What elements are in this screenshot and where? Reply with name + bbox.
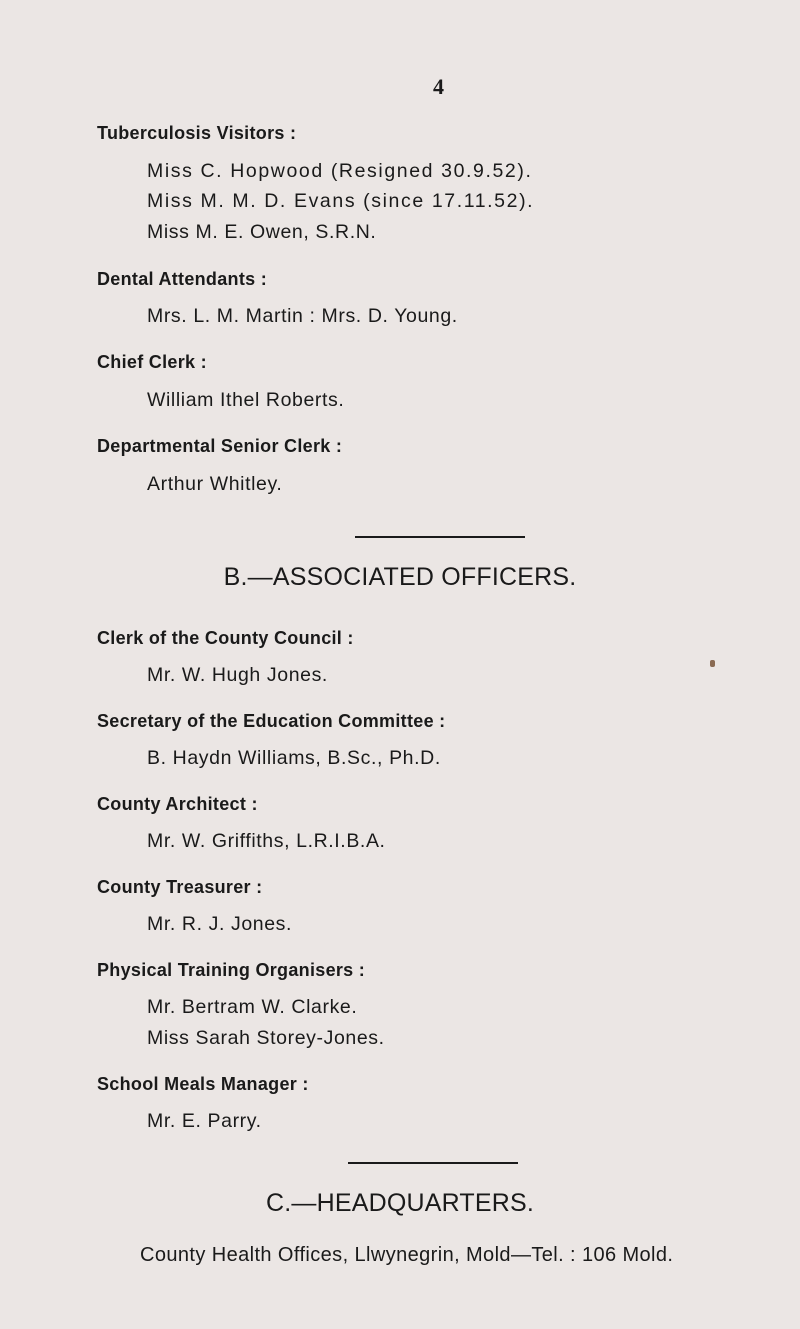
- headquarters-title: C.—HEADQUARTERS.: [265, 1189, 535, 1217]
- dental-attendant-entry: Mrs. L. M. Martin : Mrs. D. Young.: [147, 305, 458, 327]
- education-secretary-heading: Secretary of the Education Committee :: [97, 711, 446, 731]
- county-clerk-heading: Clerk of the County Council :: [97, 628, 354, 648]
- meals-manager-entry: Mr. E. Parry.: [147, 1110, 262, 1132]
- section-divider: [355, 536, 525, 538]
- ink-speck: [710, 660, 715, 667]
- headquarters-address: County Health Offices, Llwynegrin, Mold—Tel. : 106 Mold.: [140, 1244, 674, 1266]
- dental-attendants-heading: Dental Attendants :: [97, 269, 268, 289]
- tb-visitors-heading: Tuberculosis Visitors :: [97, 123, 297, 143]
- tb-visitor-entry: Miss M. E. Owen, S.R.N.: [147, 221, 377, 243]
- dept-senior-clerk-entry: Arthur Whitley.: [147, 473, 283, 495]
- pt-organiser-entry: Miss Sarah Storey-Jones.: [147, 1027, 385, 1049]
- county-treasurer-entry: Mr. R. J. Jones.: [147, 913, 293, 935]
- county-clerk-entry: Mr. W. Hugh Jones.: [147, 664, 328, 686]
- county-architect-entry: Mr. W. Griffiths, L.R.I.B.A.: [147, 830, 386, 852]
- dept-senior-clerk-heading: Departmental Senior Clerk :: [97, 436, 343, 456]
- chief-clerk-entry: William Ithel Roberts.: [147, 389, 345, 411]
- associated-officers-title: B.—ASSOCIATED OFFICERS.: [223, 563, 577, 591]
- chief-clerk-heading: Chief Clerk :: [97, 352, 207, 372]
- tb-visitor-entry: Miss M. M. D. Evans (since 17.11.52).: [147, 190, 535, 212]
- page-number: 4: [433, 74, 444, 99]
- section-divider: [348, 1162, 518, 1164]
- education-secretary-entry: B. Haydn Williams, B.Sc., Ph.D.: [147, 747, 441, 769]
- pt-organisers-heading: Physical Training Organisers :: [97, 960, 366, 980]
- pt-organiser-entry: Mr. Bertram W. Clarke.: [147, 996, 358, 1018]
- county-treasurer-heading: County Treasurer :: [97, 877, 263, 897]
- meals-manager-heading: School Meals Manager :: [97, 1074, 309, 1094]
- county-architect-heading: County Architect :: [97, 794, 258, 814]
- tb-visitor-entry: Miss C. Hopwood (Resigned 30.9.52).: [147, 160, 533, 182]
